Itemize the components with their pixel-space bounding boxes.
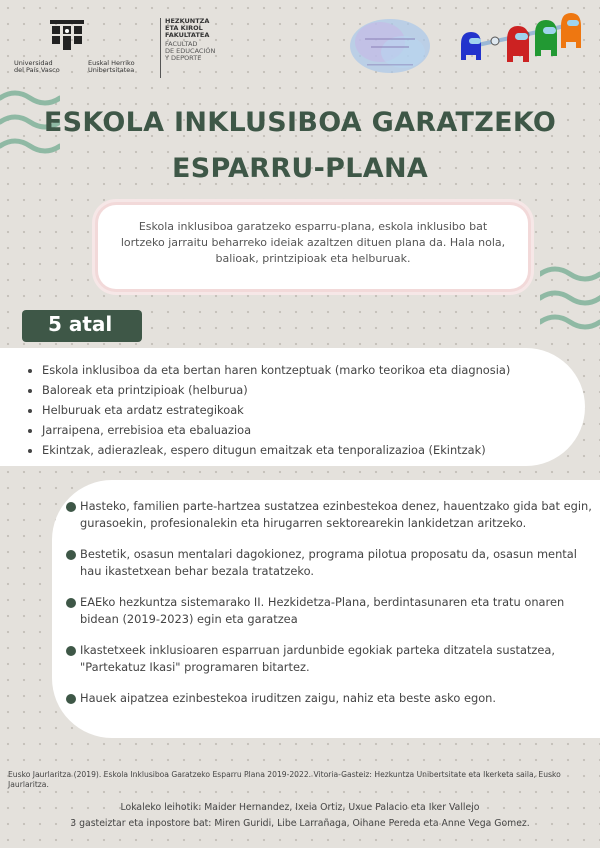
bullet-item: EAEko hezkuntza sistemarako II. Hezkidetza-Plana, berdintasunaren eta tratu onaren bidean (2019-2023) egin eta garatzea	[66, 594, 600, 628]
upv-name-es: Universidad del País Vasco	[14, 59, 60, 74]
crewmates-icon	[455, 10, 585, 75]
intro-box: Eskola inklusiboa garatzeko esparru-plana, eskola inklusibo bat lortzeko jarraitu beharreko ideiak azaltzen dituen plana da. Hala nola, balioak, printzipioak eta helburuak.	[98, 205, 528, 289]
reference-citation: Eusko Jaurlaritza (2019). Eskola Inklusiboa Garatzeko Esparru Plana 2019-2022. Vitoria-Gasteiz: Hezkuntza Unibertsitate eta Ikerketa saila, Eusko Jaurlaritza.	[8, 770, 561, 789]
list-item: • Helburuak eta ardatz estrategikoak	[42, 400, 585, 420]
upv-name-eu: Euskal Herriko Unibertsitatea	[88, 59, 135, 74]
page-title	[0, 100, 600, 192]
list-item: • Eskola inklusiboa da eta bertan haren kontzeptuak (marko teorikoa eta diagnosia)	[42, 360, 585, 380]
watercolor-badge-icon	[345, 14, 435, 79]
wave-decoration-right	[540, 262, 600, 342]
bullet-dot-icon	[66, 550, 76, 560]
bullet-dot-icon	[66, 598, 76, 608]
bullet-item: Ikastetxeek inklusioaren esparruan jardunbide egokiak parteka ditzatela sustatzea, "Partekatuz Ikasi" programaren bitartez.	[66, 642, 600, 676]
bullet-item: Bestetik, osasun mentalari dagokionez, programa pilotua proposatu da, osasun mental hau ikastetxean behar bezala tratatzeko.	[66, 546, 600, 580]
title-line-1: ESKOLA INKLUSIBOA GARATZEKO	[43, 107, 557, 138]
bullet-dot-icon	[66, 646, 76, 656]
list-item: • Ekintzak, adierazleak, espero ditugun emaitzak eta tenporalizazioa (Ekintzak)	[42, 440, 585, 460]
sections-list	[30, 360, 585, 460]
title-line-2: ESPARRU-PLANA	[171, 153, 429, 184]
upv-logo	[10, 14, 160, 74]
credits	[0, 800, 600, 832]
faculty-name-es: FACULTAD DE EDUCACIÓN Y DEPORTE	[165, 40, 216, 62]
bullet-item: Hasteko, familien parte-hartzea sustatzea ezinbestekoa denez, hauentzako gida bat egin, gurasoekin, profesionalekin eta hirugarren sektorearekin lankidetzan aritzeko.	[66, 498, 600, 532]
faculty-logo	[160, 18, 255, 78]
bullet-dot-icon	[66, 502, 76, 512]
list-item: • Jarraipena, errebisioa eta ebaluazioa	[42, 420, 585, 440]
header	[0, 0, 600, 80]
bullets-panel	[52, 480, 600, 738]
bullet-item: Hauek aipatzea ezinbestekoa iruditzen zaigu, nahiz eta beste asko egon.	[66, 690, 600, 707]
atal-label: 5 atal	[22, 310, 142, 342]
bullet-dot-icon	[66, 694, 76, 704]
upv-emblem-icon	[50, 20, 84, 52]
sections-panel	[0, 348, 585, 466]
credits-line-1: Lokaleko leihotik: Maider Hernandez, Ixeia Ortiz, Uxue Palacio eta Iker Vallejo	[120, 802, 480, 813]
faculty-name-eu: HEZKUNTZA ETA KIROL FAKULTATEA	[165, 17, 210, 39]
list-item: • Baloreak eta printzipioak (helburua)	[42, 380, 585, 400]
credits-line-2: 3 gasteiztar eta inpostore bat: Miren Guridi, Libe Larrañaga, Oihane Pereda eta Anne Vega Gomez.	[70, 818, 530, 829]
